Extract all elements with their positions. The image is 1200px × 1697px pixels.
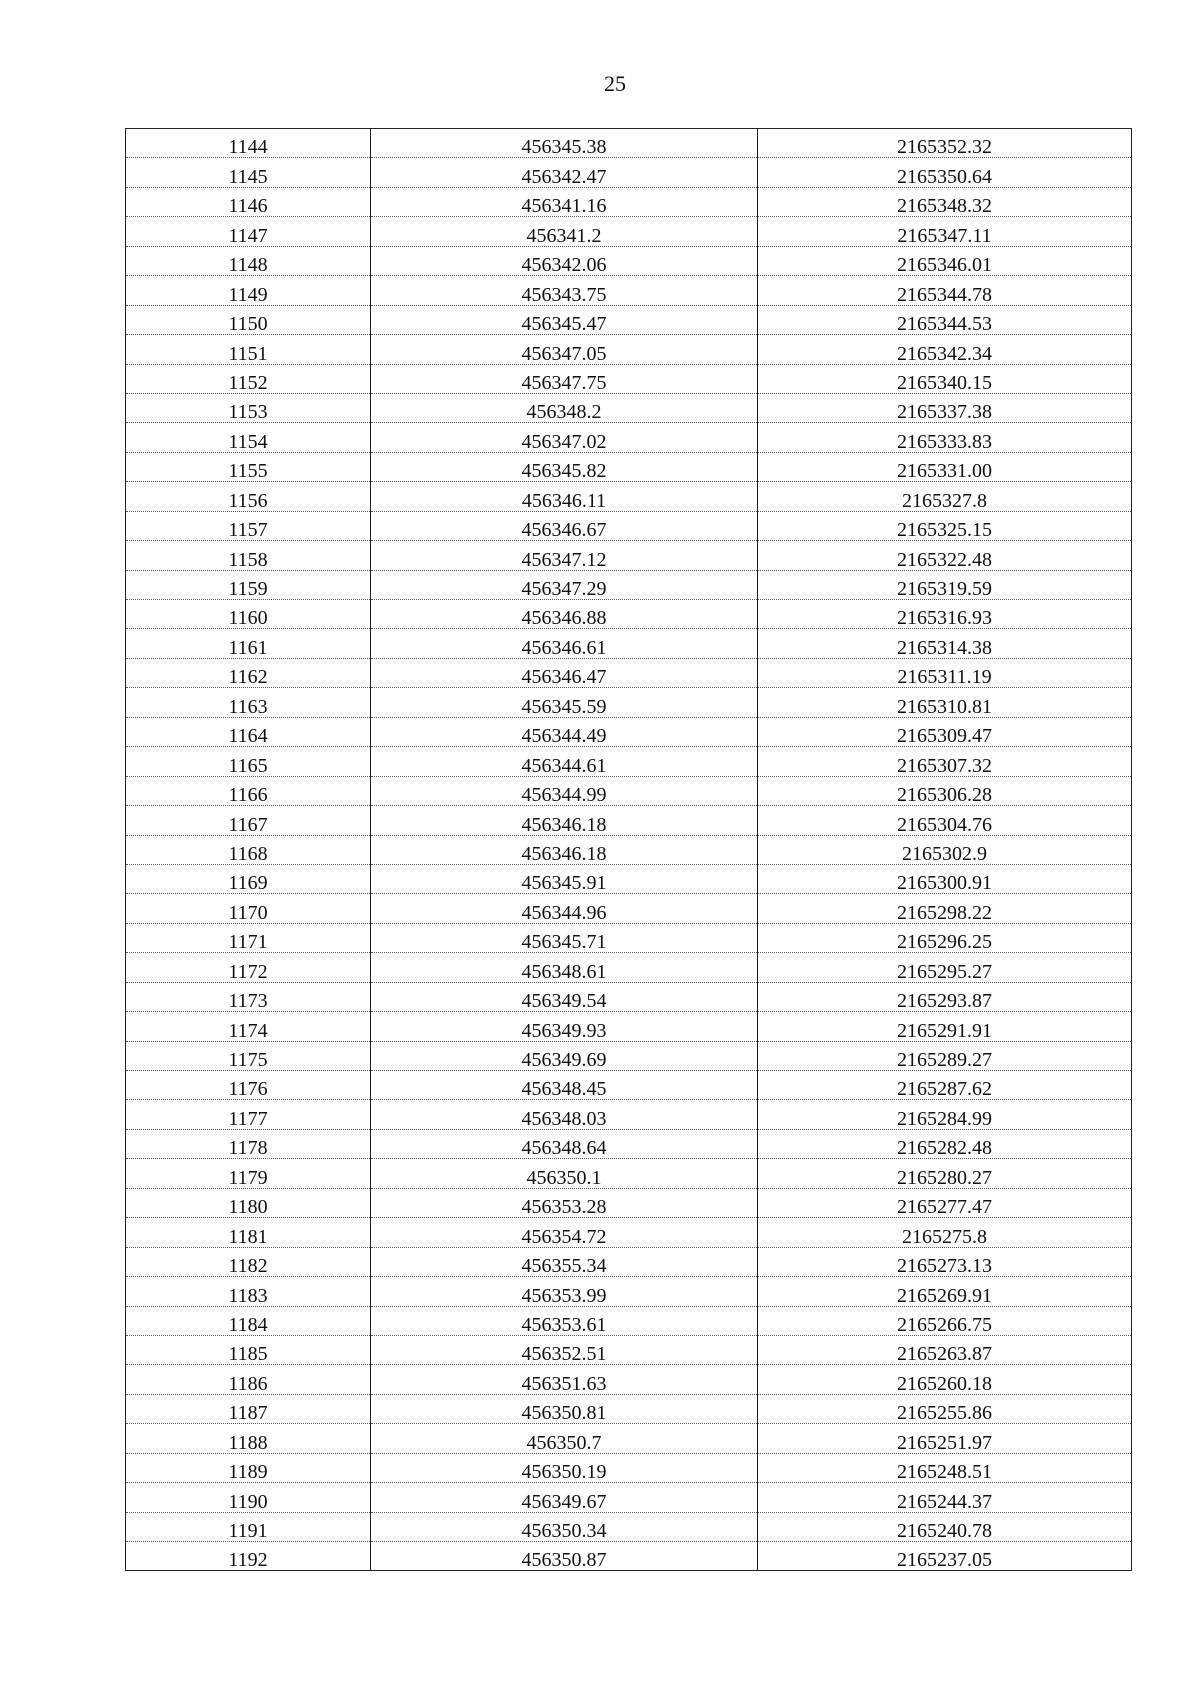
x-coordinate-cell: 456348.03 [371,1100,758,1129]
point-number-cell: 1180 [126,1188,371,1217]
table-row [126,1424,1132,1453]
x-coordinate-cell: 456354.72 [371,1218,758,1247]
point-number-cell: 1165 [126,747,371,776]
table-row [126,217,1132,246]
y-coordinate-cell: 2165344.78 [758,276,1132,305]
table-row [126,364,1132,393]
y-coordinate-cell: 2165348.32 [758,187,1132,216]
y-coordinate-cell: 2165337.38 [758,393,1132,422]
x-coordinate-cell: 456348.45 [371,1071,758,1100]
point-number-cell: 1148 [126,246,371,275]
y-coordinate-cell: 2165291.91 [758,1012,1132,1041]
point-number-cell: 1168 [126,835,371,864]
point-number-cell: 1176 [126,1071,371,1100]
y-coordinate-cell: 2165347.11 [758,217,1132,246]
y-coordinate-cell: 2165311.19 [758,658,1132,687]
table-row [126,923,1132,952]
y-coordinate-cell: 2165309.47 [758,717,1132,746]
point-number-cell: 1170 [126,894,371,923]
y-coordinate-cell: 2165237.05 [758,1542,1132,1571]
point-number-cell: 1177 [126,1100,371,1129]
table-row [126,1394,1132,1423]
table-row [126,1247,1132,1276]
table-row [126,1218,1132,1247]
y-coordinate-cell: 2165260.18 [758,1365,1132,1394]
x-coordinate-cell: 456355.34 [371,1247,758,1276]
page-number: 25 [604,71,626,96]
point-number-cell: 1153 [126,393,371,422]
table-row [126,600,1132,629]
y-coordinate-cell: 2165327.8 [758,482,1132,511]
point-number-cell: 1166 [126,776,371,805]
table-row [126,1129,1132,1158]
point-number-cell: 1179 [126,1159,371,1188]
y-coordinate-cell: 2165287.62 [758,1071,1132,1100]
x-coordinate-cell: 456341.16 [371,187,758,216]
y-coordinate-cell: 2165316.93 [758,600,1132,629]
table-row [126,894,1132,923]
table-row [126,982,1132,1011]
table-row [126,864,1132,893]
point-number-cell: 1186 [126,1365,371,1394]
y-coordinate-cell: 2165244.37 [758,1483,1132,1512]
x-coordinate-cell: 456352.51 [371,1335,758,1364]
y-coordinate-cell: 2165277.47 [758,1188,1132,1217]
table-row [126,629,1132,658]
table-row [126,953,1132,982]
table-row [126,541,1132,570]
point-number-cell: 1144 [126,129,371,158]
y-coordinate-cell: 2165350.64 [758,158,1132,187]
x-coordinate-cell: 456350.7 [371,1424,758,1453]
point-number-cell: 1191 [126,1512,371,1541]
point-number-cell: 1181 [126,1218,371,1247]
point-number-cell: 1163 [126,688,371,717]
table-row [126,511,1132,540]
point-number-cell: 1147 [126,217,371,246]
y-coordinate-cell: 2165314.38 [758,629,1132,658]
y-coordinate-cell: 2165310.81 [758,688,1132,717]
x-coordinate-cell: 456342.47 [371,158,758,187]
table-row [126,806,1132,835]
point-number-cell: 1145 [126,158,371,187]
y-coordinate-cell: 2165306.28 [758,776,1132,805]
x-coordinate-cell: 456350.81 [371,1394,758,1423]
table-row [126,246,1132,275]
y-coordinate-cell: 2165263.87 [758,1335,1132,1364]
point-number-cell: 1150 [126,305,371,334]
x-coordinate-cell: 456345.47 [371,305,758,334]
y-coordinate-cell: 2165289.27 [758,1041,1132,1070]
x-coordinate-cell: 456344.99 [371,776,758,805]
x-coordinate-cell: 456346.18 [371,806,758,835]
x-coordinate-cell: 456348.61 [371,953,758,982]
table-row [126,276,1132,305]
x-coordinate-cell: 456349.54 [371,982,758,1011]
x-coordinate-cell: 456353.99 [371,1277,758,1306]
y-coordinate-cell: 2165269.91 [758,1277,1132,1306]
x-coordinate-cell: 456344.96 [371,894,758,923]
y-coordinate-cell: 2165322.48 [758,541,1132,570]
x-coordinate-cell: 456347.75 [371,364,758,393]
point-number-cell: 1174 [126,1012,371,1041]
x-coordinate-cell: 456347.29 [371,570,758,599]
x-coordinate-cell: 456347.12 [371,541,758,570]
table-row [126,717,1132,746]
x-coordinate-cell: 456346.47 [371,658,758,687]
x-coordinate-cell: 456342.06 [371,246,758,275]
table-row [126,305,1132,334]
x-coordinate-cell: 456349.69 [371,1041,758,1070]
y-coordinate-cell: 2165293.87 [758,982,1132,1011]
table-row [126,1542,1132,1571]
table-row [126,1100,1132,1129]
y-coordinate-cell: 2165248.51 [758,1453,1132,1482]
x-coordinate-cell: 456346.88 [371,600,758,629]
point-number-cell: 1169 [126,864,371,893]
x-coordinate-cell: 456353.28 [371,1188,758,1217]
y-coordinate-cell: 2165342.34 [758,335,1132,364]
point-number-cell: 1164 [126,717,371,746]
point-number-cell: 1192 [126,1542,371,1571]
point-number-cell: 1162 [126,658,371,687]
x-coordinate-cell: 456348.64 [371,1129,758,1158]
x-coordinate-cell: 456351.63 [371,1365,758,1394]
x-coordinate-cell: 456344.61 [371,747,758,776]
point-number-cell: 1182 [126,1247,371,1276]
x-coordinate-cell: 456347.02 [371,423,758,452]
y-coordinate-cell: 2165333.83 [758,423,1132,452]
y-coordinate-cell: 2165295.27 [758,953,1132,982]
table-row [126,835,1132,864]
x-coordinate-cell: 456345.82 [371,452,758,481]
table-row [126,335,1132,364]
point-number-cell: 1151 [126,335,371,364]
y-coordinate-cell: 2165346.01 [758,246,1132,275]
x-coordinate-cell: 456346.61 [371,629,758,658]
point-number-cell: 1183 [126,1277,371,1306]
point-number-cell: 1185 [126,1335,371,1364]
y-coordinate-cell: 2165273.13 [758,1247,1132,1276]
point-number-cell: 1149 [126,276,371,305]
x-coordinate-cell: 456343.75 [371,276,758,305]
y-coordinate-cell: 2165307.32 [758,747,1132,776]
table-row [126,1041,1132,1070]
x-coordinate-cell: 456349.93 [371,1012,758,1041]
x-coordinate-cell: 456350.19 [371,1453,758,1482]
y-coordinate-cell: 2165352.32 [758,129,1132,158]
table-row [126,1071,1132,1100]
y-coordinate-cell: 2165282.48 [758,1129,1132,1158]
point-number-cell: 1189 [126,1453,371,1482]
x-coordinate-cell: 456350.34 [371,1512,758,1541]
point-number-cell: 1175 [126,1041,371,1070]
x-coordinate-cell: 456345.71 [371,923,758,952]
y-coordinate-cell: 2165344.53 [758,305,1132,334]
x-coordinate-cell: 456350.87 [371,1542,758,1571]
table-row [126,158,1132,187]
point-number-cell: 1157 [126,511,371,540]
point-number-cell: 1160 [126,600,371,629]
point-number-cell: 1152 [126,364,371,393]
y-coordinate-cell: 2165325.15 [758,511,1132,540]
table-row [126,1483,1132,1512]
point-number-cell: 1178 [126,1129,371,1158]
table-row [126,658,1132,687]
table-row [126,570,1132,599]
point-number-cell: 1173 [126,982,371,1011]
y-coordinate-cell: 2165298.22 [758,894,1132,923]
x-coordinate-cell: 456346.67 [371,511,758,540]
y-coordinate-cell: 2165280.27 [758,1159,1132,1188]
y-coordinate-cell: 2165296.25 [758,923,1132,952]
table-row [126,452,1132,481]
y-coordinate-cell: 2165266.75 [758,1306,1132,1335]
point-number-cell: 1154 [126,423,371,452]
coordinates-table [125,128,1132,1571]
table-row [126,393,1132,422]
table-row [126,1159,1132,1188]
point-number-cell: 1187 [126,1394,371,1423]
y-coordinate-cell: 2165331.00 [758,452,1132,481]
y-coordinate-cell: 2165255.86 [758,1394,1132,1423]
table-row [126,187,1132,216]
x-coordinate-cell: 456346.11 [371,482,758,511]
table-row [126,1012,1132,1041]
x-coordinate-cell: 456344.49 [371,717,758,746]
table-row [126,1306,1132,1335]
table-row [126,1512,1132,1541]
x-coordinate-cell: 456349.67 [371,1483,758,1512]
table-row [126,1335,1132,1364]
y-coordinate-cell: 2165319.59 [758,570,1132,599]
y-coordinate-cell: 2165304.76 [758,806,1132,835]
x-coordinate-cell: 456350.1 [371,1159,758,1188]
x-coordinate-cell: 456345.91 [371,864,758,893]
coordinates-table-body [126,129,1132,1571]
table-row [126,1453,1132,1482]
y-coordinate-cell: 2165302.9 [758,835,1132,864]
table-row [126,1188,1132,1217]
table-row [126,482,1132,511]
table-row [126,423,1132,452]
point-number-cell: 1161 [126,629,371,658]
point-number-cell: 1159 [126,570,371,599]
x-coordinate-cell: 456346.18 [371,835,758,864]
point-number-cell: 1171 [126,923,371,952]
table-row [126,776,1132,805]
table-row [126,129,1132,158]
y-coordinate-cell: 2165300.91 [758,864,1132,893]
table-row [126,688,1132,717]
x-coordinate-cell: 456341.2 [371,217,758,246]
y-coordinate-cell: 2165240.78 [758,1512,1132,1541]
point-number-cell: 1146 [126,187,371,216]
table-row [126,1277,1132,1306]
x-coordinate-cell: 456345.38 [371,129,758,158]
x-coordinate-cell: 456353.61 [371,1306,758,1335]
point-number-cell: 1184 [126,1306,371,1335]
point-number-cell: 1156 [126,482,371,511]
x-coordinate-cell: 456345.59 [371,688,758,717]
x-coordinate-cell: 456347.05 [371,335,758,364]
point-number-cell: 1158 [126,541,371,570]
point-number-cell: 1172 [126,953,371,982]
y-coordinate-cell: 2165275.8 [758,1218,1132,1247]
table-row [126,747,1132,776]
point-number-cell: 1155 [126,452,371,481]
point-number-cell: 1167 [126,806,371,835]
y-coordinate-cell: 2165251.97 [758,1424,1132,1453]
y-coordinate-cell: 2165340.15 [758,364,1132,393]
x-coordinate-cell: 456348.2 [371,393,758,422]
y-coordinate-cell: 2165284.99 [758,1100,1132,1129]
point-number-cell: 1188 [126,1424,371,1453]
table-row [126,1365,1132,1394]
point-number-cell: 1190 [126,1483,371,1512]
